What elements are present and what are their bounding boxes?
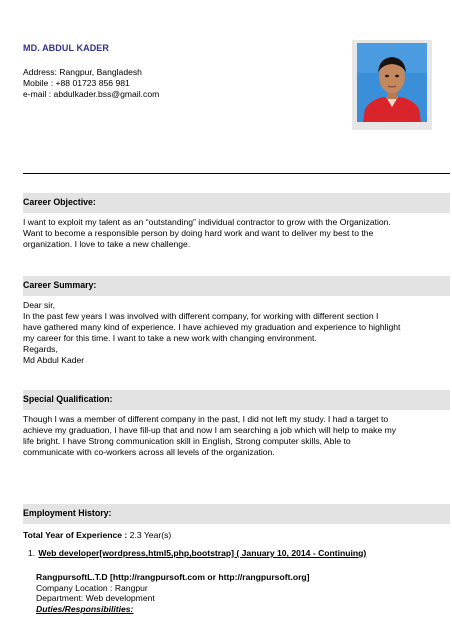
special-qualification-line: life bright. I have Strong communication skill in English, Strong computer skills, Able to [23, 436, 351, 446]
header-divider [23, 173, 450, 174]
career-objective-text [23, 217, 448, 250]
career-objective-heading-bar [23, 193, 450, 213]
special-qualification-heading: Special Qualification: [23, 394, 113, 404]
job-entry-1 [28, 548, 366, 558]
company-name: RangpursoftL.T.D [http://rangpursoft.com or http://rangpursoft.org] [36, 572, 310, 582]
employment-history-heading-bar [23, 504, 450, 524]
candidate-name: MD. ABDUL KADER [23, 43, 109, 53]
career-summary-line: my career for this time. I want to take a new work with changing environment. [23, 333, 317, 343]
career-summary-line: Dear sir, [23, 300, 55, 310]
mobile-line: Mobile : +88 01723 856 981 [23, 78, 130, 88]
address-line: Address: Rangpur, Bangladesh [23, 67, 142, 77]
duties-heading: Duties/Responsibilities: [36, 603, 134, 614]
total-experience [23, 530, 448, 541]
employment-history-heading: Employment History: [23, 508, 112, 518]
career-objective-line: Want to become a responsible person by doing hard work and want to deliver my best to the [23, 228, 374, 238]
total-experience-label: Total Year of Experience : [23, 530, 128, 540]
department: Department: Web development [36, 593, 155, 603]
career-summary-heading-bar [23, 276, 450, 296]
special-qualification-line: achieve my graduation, I have fill-up that and now I am searching a job which will help to make my [23, 425, 397, 435]
career-summary-line: In the past few years I was involved with different company, for working with different section I [23, 311, 379, 321]
profile-photo-frame [352, 40, 432, 130]
email-line: e-mail : abdulkader.bss@gmail.com [23, 89, 160, 99]
contact-block [23, 67, 159, 100]
special-qualification-line: communicate with co-workers across all levels of the organization. [23, 447, 275, 457]
career-summary-line: Regards, [23, 344, 58, 354]
special-qualification-text [23, 414, 448, 458]
profile-photo [357, 43, 427, 122]
special-qualification-line: Though I was a member of different company in the past, I did not left my study. I had a target to [23, 414, 389, 424]
job-number: 1. [28, 548, 36, 558]
career-summary-heading: Career Summary: [23, 280, 97, 290]
career-objective-line: I want to exploit my talent as an “outstanding” individual contractor to grow with the Organization. [23, 217, 391, 227]
job-details [36, 572, 310, 614]
portrait-image [357, 43, 427, 122]
career-objective-heading: Career Objective: [23, 197, 96, 207]
career-summary-text [23, 300, 448, 366]
total-experience-value: 2.3 Year(s) [127, 530, 172, 540]
career-summary-line: Md Abdul Kader [23, 355, 85, 365]
career-summary-line: have gathered many kind of experience. I have achieved my graduation and experience to highlight [23, 322, 401, 332]
job-title-link[interactable]: Web developer[wordpress,html5,php,bootstrap] ( January 10, 2014 - Continuing) [38, 548, 367, 558]
special-qualification-heading-bar [23, 390, 450, 410]
career-objective-line: organization. I love to take a new challenge. [23, 239, 191, 249]
company-location: Company Location : Rangpur [36, 582, 148, 593]
